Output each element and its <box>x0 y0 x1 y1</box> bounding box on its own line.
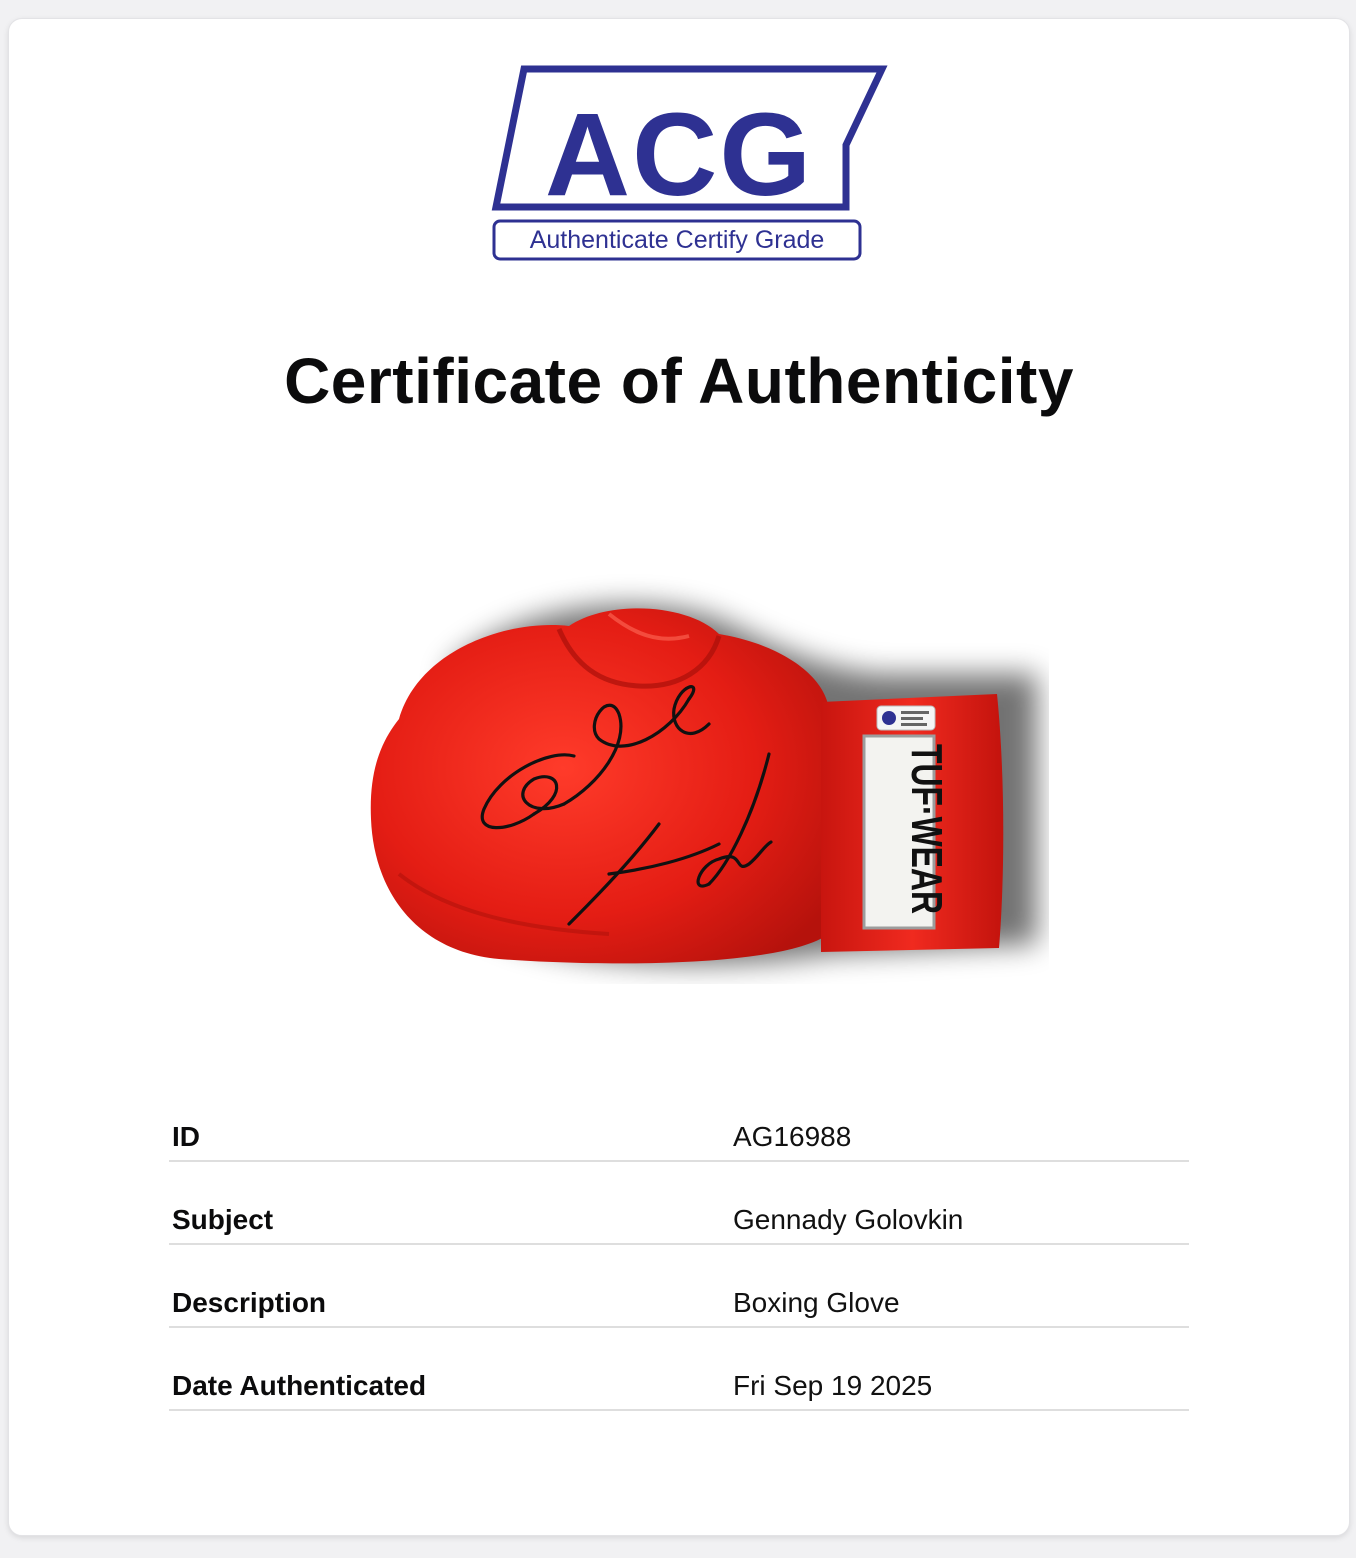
detail-row-id <box>169 1079 1189 1162</box>
detail-value: Gennady Golovkin <box>733 1204 964 1235</box>
brand-label: TUF·WEAR <box>902 744 951 979</box>
detail-label: Subject <box>172 1204 274 1235</box>
detail-label: Description <box>172 1287 327 1318</box>
detail-value: AG16988 <box>733 1121 852 1152</box>
detail-value: Fri Sep 19 2025 <box>733 1370 933 1401</box>
detail-row-subject <box>169 1162 1189 1245</box>
detail-label: ID <box>172 1121 200 1152</box>
logo-tagline: Authenticate Certify Grade <box>529 226 825 254</box>
details-table <box>169 1079 1189 1411</box>
item-photo <box>359 574 1049 984</box>
page-title: Certificate of Authenticity <box>284 345 1074 417</box>
detail-value: Boxing Glove <box>733 1287 900 1318</box>
certificate-card <box>8 18 1350 1536</box>
logo-mark: ACG <box>544 89 814 221</box>
detail-label: Date Authenticated <box>172 1370 427 1401</box>
detail-row-description <box>169 1245 1189 1328</box>
detail-row-date <box>169 1328 1189 1411</box>
acg-logo <box>484 65 894 265</box>
